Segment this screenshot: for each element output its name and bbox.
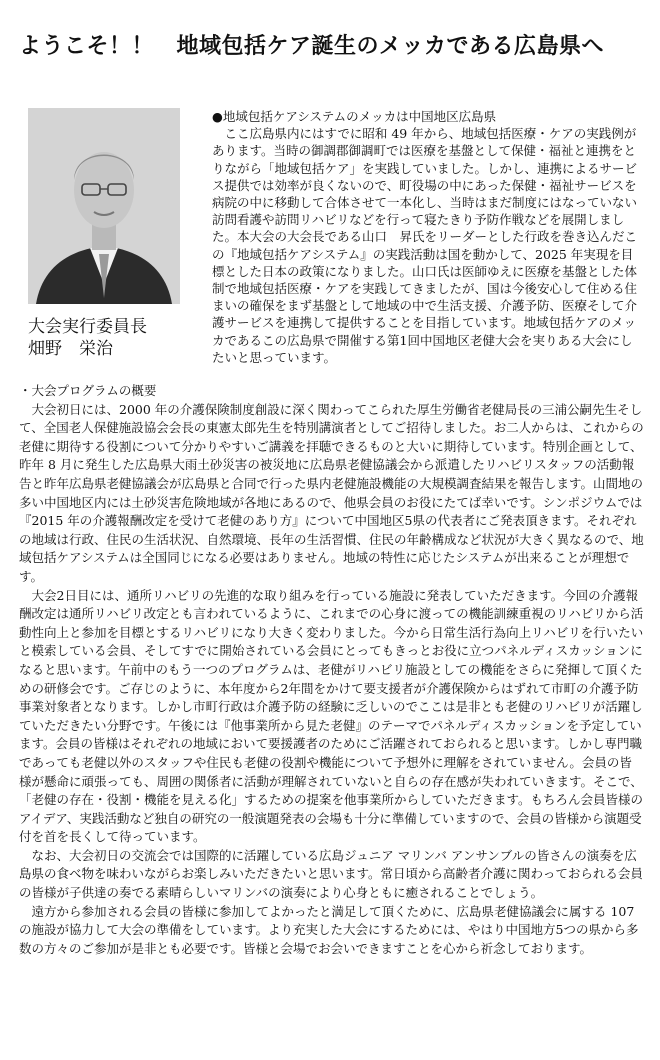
page-title: ようこそ！！ 地域包括ケア誕生のメッカである広島県へ [19, 34, 605, 59]
intro-text [212, 108, 644, 366]
intro-section [19, 108, 644, 366]
profile-caption [28, 316, 206, 360]
program-section [19, 382, 644, 958]
portrait-illustration [28, 108, 180, 304]
program-paragraph: 遠方から参加される会員の皆様に参加してよかったと満足して頂くために、広島県老健協議会に属する 107 の施設が協力して大会の準備をしています。より充実した大会にするためには、やはり中国地方5つの県から多数の方々のご参加が是非とも必要です。皆様と会場でお会いできますことを心から祈念しております。 [19, 903, 639, 956]
portrait-photo [28, 108, 180, 304]
program-paragraph: 大会初日には、2000 年の介護保険制度創設に深く関わってこられた厚生労働省老健局長の三浦公嗣先生そして、全国老人保健施設協会会長の東憲太郎先生を特別講演者としてご招待しました。お二人からは、これからの老健に期待する役割について分かりやすいご講義を拝聴できるものと大いに期待しています。特別企画として、昨年 8 月に発生した広島県大雨土砂災害の被災地に広島県老健協議会から派遣したリハビリスタッフの活動報告と昨年広島県老健協議会が広島県と合同で行った県内老健施設機能の大規模調査結果を報告します。山間地の多い中国地区内には土砂災害危険地域が各地にあるので、他県会員のお役にたてば幸いです。シンポジウムでは『2015 年の介護報酬改定を受けて老健のあり方』について中国地区5県の代表者にご発表頂きます。それぞれの地域は行政、住民の生活状況、自然環境、長年の生活習慣、住民の年齢構成など状況が大きく異なるので、地域包括ケアシステムは全国同じになる必要はありません。地域の特性に応じたシステムが出来ることが理想です。 [19, 401, 644, 584]
profile-name: 畑野 栄治 [28, 339, 113, 359]
program-paragraph: 大会2日目には、通所リハビリの先進的な取り組みを行っている施設に発表していただきます。今回の介護報酬改定は通所リハビリ改定とも言われているように、これまでの心身に渡っての機能訓練重視のリハビリから活動性向上と参加を目標とするリハビリになり大きく変わりました。今から日常生活行為向上リハビリを行いたいと模索している会員、そしてすでに開始されている会員にとってもきっとお役に立つパネルディスカッションになると思います。午前中のもう一つのプログラムは、老健がリハビリ施設としての機能をさらに発揮して頂くための研修会です。ご存じのように、本年度から2年間をかけて要支援者が介護保険からはずれて市町の介護予防事業対象者となります。しかし市町行政は介護予防の経験に乏しいのでここは是非とも老健のリハビリが活躍していただきたい分野です。午後には『他事業所から見た老健』のテーマでパネルディスカッションを予定しています。会員の皆様はそれぞれの地域において要援護者のためにご活躍されておられると思います。しかし専門職であっても老健以外のスタッフや住民も老健の役割や機能について予想外に理解をされていません。会員の皆様が懸命に頑張っても、周囲の関係者に活動が理解されていないと自らの存在感が失われていきます。そこで、「老健の存在・役割・機能を見える化」するための提案を他事業所からしていただきます。もちろん会員皆様のアイデア、実践活動など独自の研究の一般演題発表の会場も十分に準備していますので、会員の皆様から演題受付を首を長くして待っています。 [19, 587, 644, 845]
profile-role: 大会実行委員長 [28, 317, 147, 337]
intro-body: ここ広島県内にはすでに昭和 49 年から、地域包括医療・ケアの実践例があります。当時の御調郡御調町では医療を基盤として保健・福祉と連携をとりながら「地域包括ケア」を実践していました。しかし、連携によるサービス提供では効率が良くないので、町役場の中にあった保健・福祉サービスを病院の中に移動して合体させて一本化し、当時はまだ制度にはなっていない訪問看護や訪問リハビリなどを行って寝たきり予防作戦などを展開しました。本大会の大会長である山口 昇氏をリーダーとした行政を巻き込んだこの『地域包括ケアシステム』の実践活動は国を動かして、2025 年実現を目標とした日本の政策になりました。山口氏は医師ゆえに医療を基盤とした体制で地域包括医療・ケアを実践してきましたが、国は今後安心して住める住まいの確保をまず基盤として地域の中で生活支援、介護予防、医療そして介護サービスを連携して提供することを目指しています。地域包括ケアのメッカであるこの広島県で開催する第1回中国地区老健大会を実りある大会にしたいと思っています。 [212, 126, 638, 365]
profile-column [28, 108, 206, 366]
intro-heading: ●地域包括ケアシステムのメッカは中国地区広島県 [212, 109, 497, 124]
program-paragraph: なお、大会初日の交流会では国際的に活躍している広島ジュニア マリンバ アンサンブルの皆さんの演奏を広島県の食べ物を味わいながらお楽しみいただきたいと思います。常日頃から高齢者介護に関わっておられる会員の皆様が子供達の奏でる素晴らしいマリンバの演奏により心身ともに癒されることでしょう。 [19, 847, 643, 901]
program-heading: ・大会プログラムの概要 [19, 383, 157, 399]
